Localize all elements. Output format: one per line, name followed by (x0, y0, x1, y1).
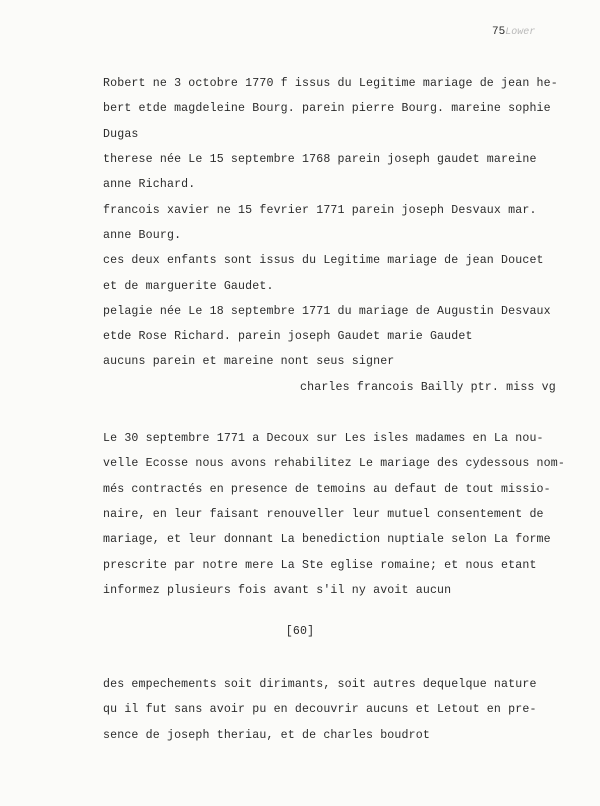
text-line: et de marguerite Gaudet. (103, 280, 274, 293)
text-line: prescrite par notre mere La Ste eglise romaine; et nous etant (103, 559, 537, 572)
text-line: ces deux enfants sont issus du Legitime mariage de jean Doucet (103, 254, 544, 267)
text-line: francois xavier ne 15 fevrier 1771 parein joseph Desvaux mar. (103, 204, 537, 217)
text-line: anne Richard. (103, 178, 196, 191)
page-number-text: 75 (492, 26, 506, 38)
text-line: aucuns parein et mareine nont seus signer (103, 355, 395, 368)
text-line: més contractés en presence de temoins au defaut de tout missio- (103, 483, 551, 496)
text-line: bert etde magdeleine Bourg. parein pierre Bourg. mareine sophie (103, 102, 551, 115)
text-line: sence de joseph theriau, et de charles boudrot (103, 729, 430, 742)
text-line: therese née Le 15 septembre 1768 parein joseph gaudet mareine (103, 153, 537, 166)
page-number (492, 26, 535, 38)
signature-line: charles francois Bailly ptr. miss vg (300, 381, 556, 394)
text-line: velle Ecosse nous avons rehabilitez Le mariage des cydessous nom- (103, 457, 565, 470)
text-line: etde Rose Richard. parein joseph Gaudet marie Gaudet (103, 330, 473, 343)
text-line: Le 30 septembre 1771 a Decoux sur Les isles madames en La nou- (103, 432, 544, 445)
pencil-annotation: Lower (505, 27, 536, 38)
text-line: mariage, et leur donnant La benediction nuptiale selon La forme (103, 533, 551, 546)
footer-page-number: [60] (285, 625, 315, 638)
text-line: Robert ne 3 octobre 1770 f issus du Legitime mariage de jean he- (103, 77, 558, 90)
text-line: anne Bourg. (103, 229, 182, 242)
text-line: pelagie née Le 18 septembre 1771 du mariage de Augustin Desvaux (103, 305, 551, 318)
text-line: des empechements soit dirimants, soit autres dequelque nature (103, 678, 537, 691)
text-line: Dugas (103, 128, 139, 141)
text-line: informez plusieurs fois avant s'il ny avoit aucun (103, 584, 452, 597)
text-line: naire, en leur faisant renouveller leur mutuel consentement de (103, 508, 544, 521)
text-line: qu il fut sans avoir pu en decouvrir aucuns et Letout en pre- (103, 703, 537, 716)
